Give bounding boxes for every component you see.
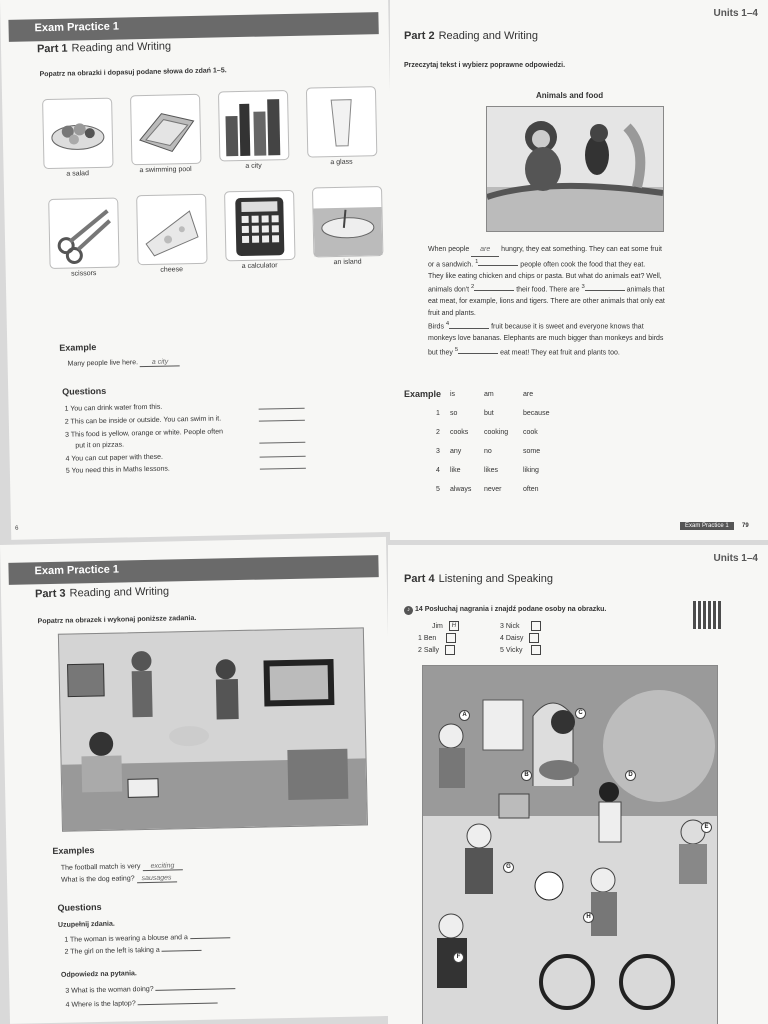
row-number: 1: [436, 410, 440, 417]
option[interactable]: never: [484, 486, 502, 493]
island-image: [312, 186, 383, 257]
answer-line-2[interactable]: [259, 420, 305, 422]
answer-gap-2[interactable]: [162, 950, 202, 952]
option[interactable]: often: [523, 486, 539, 493]
subinstruction-complete: Uzupełnij zdania.: [57, 920, 115, 929]
question-4: 4 You can cut paper with these.: [65, 453, 163, 463]
page-part1: [0, 0, 399, 540]
answer-line-5[interactable]: [260, 468, 306, 470]
answer-gap-4[interactable]: [138, 1003, 218, 1006]
glass-icon: [307, 87, 376, 156]
label-a[interactable]: A: [459, 710, 470, 721]
scissors-image: [48, 198, 119, 269]
question-2: 2 The girl on the left is taking a: [64, 946, 201, 956]
question-3: 3 This food is yellow, orange or white. People often: [65, 428, 224, 439]
audio-icon[interactable]: ♪: [404, 606, 413, 615]
label-b[interactable]: B: [521, 770, 532, 781]
answer-gap-1[interactable]: [190, 937, 230, 939]
option[interactable]: any: [450, 448, 462, 455]
exam-banner: Exam Practice 1: [8, 12, 378, 42]
examples-heading: Examples: [52, 845, 95, 856]
park-scene-illustration: [422, 665, 718, 1024]
option[interactable]: so: [450, 410, 458, 417]
tile-caption: cheese: [160, 266, 184, 274]
question-3-cont: put it on pizzas.: [75, 441, 125, 450]
units-label: Units 1–4: [713, 8, 758, 19]
answer-box[interactable]: [531, 645, 541, 655]
answer-box[interactable]: [446, 633, 456, 643]
qr-code-icon: [693, 601, 721, 629]
part2-title: Part 2 Reading and Writing: [404, 30, 539, 42]
text-heading: Animals and food: [536, 91, 604, 100]
answer-box[interactable]: [531, 621, 541, 631]
example-sentence: Many people live here. a city: [68, 358, 181, 368]
example-heading: Example: [59, 342, 97, 353]
city-image: [218, 90, 289, 161]
answer-gap-3[interactable]: [156, 988, 236, 991]
reading-text: When people are hungry, they eat something. They can eat some fruit or a sandwich. $^1$ people often cook the food that they eat. They like eating chicken and chips or pasta. But what do animals eat? Well, animals don't $^2$ their food. There are $^3$ animals that eat meat, for example, lions and tigers. There are other animals that only eat fruit and plants. Birds $^4$ fruit because it is sweet and everyone knows that monkeys love bananas. Elephants are much bigger than monkeys and birds but they $^5$ eat meat! They eat fruit and plants too.: [428, 246, 665, 357]
option[interactable]: liking: [523, 467, 539, 474]
part3-instruction: Popatrz na obrazek i wykonaj poniższe zadania.: [37, 614, 197, 626]
living-room-illustration: [58, 627, 368, 831]
option[interactable]: some: [523, 448, 541, 455]
example-2-answer: sausages: [136, 874, 176, 883]
label-e[interactable]: E: [701, 822, 712, 833]
units-label: Units 1–4: [713, 553, 758, 564]
part2-instruction: Przeczytaj tekst i wybierz poprawne odpowiedzi.: [404, 62, 566, 69]
label-h[interactable]: H: [583, 912, 594, 923]
exam-banner: Exam Practice 1: [8, 555, 378, 585]
page-part3: [0, 537, 396, 1024]
tile-caption: a city: [245, 162, 262, 170]
option[interactable]: is: [450, 391, 456, 398]
label-d[interactable]: D: [625, 770, 636, 781]
city-icon: [219, 91, 288, 160]
part4-instruction: ♪ 14 Posłuchaj nagrania i znajdź podane osoby na obrazku.: [404, 606, 606, 615]
questions-heading: Questions: [57, 901, 102, 913]
label-f[interactable]: F: [453, 952, 464, 963]
calculator-icon: [225, 191, 294, 260]
glass-image: [306, 86, 377, 157]
label-g[interactable]: G: [503, 862, 514, 873]
page-number: 79: [742, 523, 749, 529]
answer-box[interactable]: [445, 645, 455, 655]
example-1: The football match is very exciting: [61, 862, 183, 873]
name-item: 4 Daisy: [500, 633, 539, 643]
option[interactable]: likes: [484, 467, 499, 474]
option[interactable]: cooks: [450, 429, 469, 436]
room-scene-icon: [59, 628, 367, 830]
salad-icon: [43, 99, 112, 168]
gap-3[interactable]: [585, 290, 625, 291]
label-c[interactable]: C: [575, 708, 586, 719]
answer-line-4[interactable]: [260, 456, 306, 458]
answer-box[interactable]: [529, 633, 539, 643]
option[interactable]: am: [484, 391, 494, 398]
footer-badge: Exam Practice 1: [680, 522, 734, 530]
name-item: Jim H: [432, 621, 459, 631]
tile-caption: an island: [333, 258, 362, 267]
option[interactable]: like: [450, 467, 461, 474]
tile-caption: a glass: [330, 158, 353, 167]
cheese-icon: [137, 195, 206, 264]
name-item: 5 Vicky: [500, 645, 541, 655]
gap-2[interactable]: [474, 290, 514, 291]
answer-line-1[interactable]: [259, 408, 305, 410]
option[interactable]: but: [484, 410, 494, 417]
pool-icon: [131, 95, 200, 164]
name-item: 3 Nick: [500, 621, 541, 631]
name-item: 1 Ben: [418, 633, 456, 643]
row-number: 3: [436, 448, 440, 455]
part4-title: Part 4 Listening and Speaking: [404, 573, 553, 585]
tile-caption: scissors: [71, 270, 97, 278]
monkey-bird-illustration: [486, 106, 664, 232]
row-number: 5: [436, 486, 440, 493]
questions-heading: Questions: [62, 385, 107, 397]
example-label: Example: [404, 389, 442, 399]
question-2: 2 This can be inside or outside. You can swim in it.: [64, 415, 222, 426]
option[interactable]: cook: [523, 429, 538, 436]
question-3: 3 What is the woman doing?: [65, 984, 235, 995]
tile-caption: a swimming pool: [139, 166, 192, 175]
option[interactable]: because: [523, 410, 550, 417]
page-number: 6: [15, 525, 19, 532]
question-1: 1 You can drink water from this.: [64, 403, 163, 413]
row-number: 4: [436, 467, 440, 474]
question-1: 1 The woman is wearing a blouse and a: [64, 933, 230, 943]
example-gap-answer: are: [471, 244, 499, 257]
monkey-icon: [487, 107, 663, 231]
answer-line-3[interactable]: [259, 442, 305, 444]
gap-5[interactable]: [458, 353, 498, 354]
question-5: 5 You need this in Maths lessons.: [65, 465, 170, 475]
tile-caption: a salad: [66, 170, 90, 178]
swimming-pool-image: [130, 94, 201, 165]
option[interactable]: no: [484, 448, 492, 455]
option[interactable]: are: [523, 391, 534, 398]
option[interactable]: always: [450, 486, 472, 493]
gap-1[interactable]: [478, 265, 518, 266]
part1-instruction: Popatrz na obrazki i dopasuj podane słowa do zdań 1–5.: [39, 67, 227, 79]
page-part4: [388, 545, 768, 1024]
name-item: 2 Sally: [418, 645, 455, 655]
question-4: 4 Where is the laptop?: [66, 999, 218, 1009]
tile-caption: a calculator: [241, 262, 278, 270]
example-answer: a city: [140, 358, 180, 367]
part3-title: Part 3 Reading and Writing: [34, 585, 170, 601]
cheese-image: [136, 194, 207, 265]
option[interactable]: cooking: [484, 429, 509, 436]
page-part2: [390, 0, 768, 540]
example-2: What is the dog eating? sausages: [61, 874, 177, 884]
island-icon: [313, 187, 382, 256]
subinstruction-answer: Odpowiedz na pytania.: [60, 970, 137, 979]
salad-image: [42, 98, 113, 169]
answer-box[interactable]: H: [449, 621, 459, 631]
example-1-answer: exciting: [142, 862, 182, 871]
scissors-icon: [49, 199, 118, 268]
calculator-image: [224, 190, 295, 261]
part1-title: Part 1 Reading and Writing: [36, 40, 172, 56]
gap-4[interactable]: [449, 328, 489, 329]
row-number: 2: [436, 429, 440, 436]
